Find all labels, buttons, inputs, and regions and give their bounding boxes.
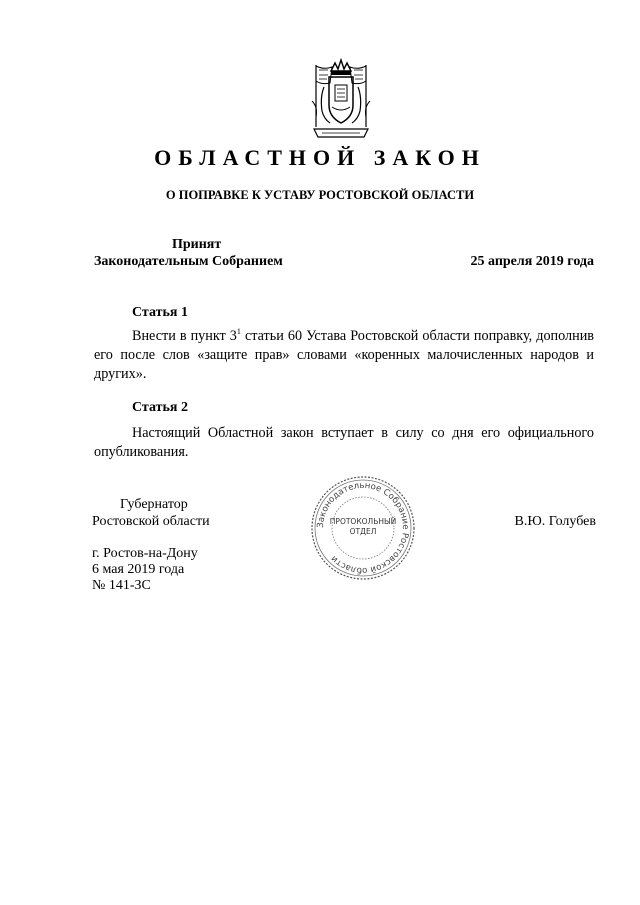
law-number: № 141-ЗС — [92, 578, 151, 593]
article-2-heading: Статья 2 — [132, 400, 188, 415]
article-1-body — [94, 327, 594, 384]
adoption-line-1: Принят — [172, 237, 222, 252]
official-stamp — [310, 475, 416, 581]
issue-place: г. Ростов-на-Дону — [92, 546, 198, 561]
coat-of-arms-icon — [302, 57, 380, 141]
document-title: ОБЛАСТНОЙ ЗАКОН — [154, 145, 486, 170]
adoption-date: 25 апреля 2019 года — [470, 254, 594, 269]
signatory-position-line-1: Губернатор — [120, 497, 188, 512]
article-1-heading: Статья 1 — [132, 305, 188, 320]
stamp-ring-text: Законодательное Собрание Ростовской области — [315, 480, 411, 576]
signatory-position-line-2: Ростовской области — [92, 514, 210, 529]
article-1-body-start: Внести в пункт 3 — [132, 328, 237, 344]
article-2-body: Настоящий Областной закон вступает в силу со дня его официального опубликования. — [94, 425, 594, 460]
document-subtitle: О ПОПРАВКЕ К УСТАВУ РОСТОВСКОЙ ОБЛАСТИ — [165, 188, 475, 202]
signatory-name: В.Ю. Голубев — [514, 514, 596, 529]
stamp-center-line-2: ОТДЕЛ — [349, 527, 377, 536]
article-1-body-end: статьи 60 Устава Ростовской области поправку, дополнив его после слов «защите прав» словами «коренных малочисленных народов и других». — [94, 328, 594, 382]
adoption-line-2: Законодательным Собранием — [94, 254, 283, 269]
article-1-superscript: 1 — [236, 327, 241, 336]
issue-date: 6 мая 2019 года — [92, 562, 185, 577]
stamp-center-line-1: ПРОТОКОЛЬНЫЙ — [329, 517, 397, 526]
